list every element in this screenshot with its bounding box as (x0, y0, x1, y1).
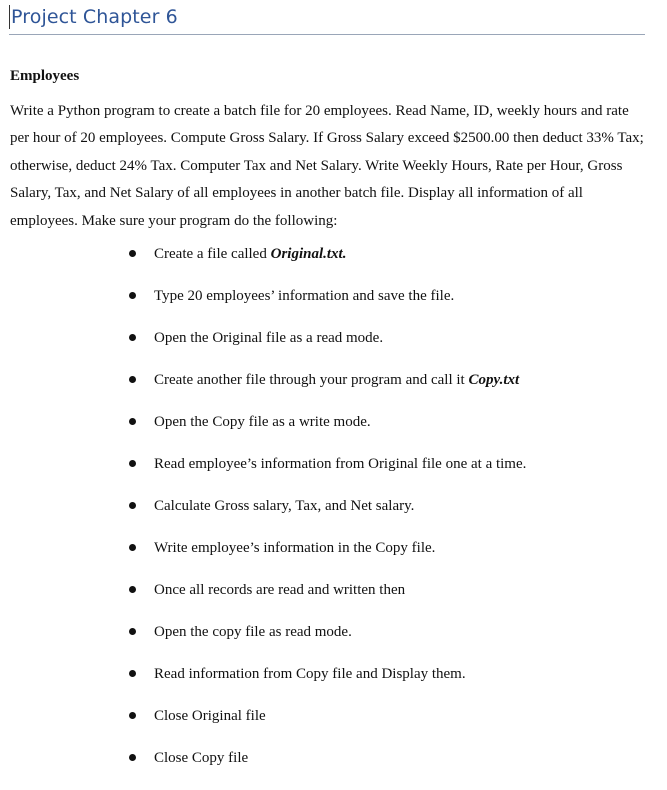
bullet-icon (129, 460, 136, 467)
title-underline (9, 34, 645, 35)
bullet-icon (129, 292, 136, 299)
bullet-icon (129, 250, 136, 257)
list-item (0, 328, 667, 370)
list-item-text: Write employee’s information in the Copy file. (154, 540, 436, 556)
list-item-text: Close Copy file (154, 750, 249, 766)
bullet-icon (129, 544, 136, 551)
list-item (0, 580, 667, 622)
filename-emphasis: Copy.txt (468, 372, 520, 388)
list-item (0, 706, 667, 748)
document-title[interactable]: Project Chapter 6 (11, 6, 178, 28)
list-item (0, 622, 667, 664)
bullet-icon (129, 376, 136, 383)
list-item-text: Open the copy file as read mode. (154, 624, 352, 640)
list-item-text: Read information from Copy file and Display them. (154, 666, 466, 682)
list-item (0, 664, 667, 706)
list-item (0, 454, 667, 496)
title-container (9, 3, 178, 31)
section-heading: Employees (10, 68, 80, 84)
list-item (0, 538, 667, 580)
list-item (0, 286, 667, 328)
list-item-text: Open the Original file as a read mode. (154, 330, 384, 346)
list-item-label: Create another file through your program and call it (154, 372, 469, 388)
list-item-text (154, 244, 346, 264)
list-item-text: Once all records are read and written then (154, 582, 406, 598)
bullet-icon (129, 712, 136, 719)
filename-emphasis: Original.txt. (270, 246, 347, 262)
bullet-icon (129, 502, 136, 509)
list-item-label: Create a file called (154, 246, 271, 262)
bullet-icon (129, 670, 136, 677)
list-item (0, 370, 667, 412)
instructions-paragraph: Write a Python program to create a batch file for 20 employees. Read Name, ID, weekly hours and rate per hour of 20 employees. Compute Gross Salary. If Gross Salary exceed $2500.00 then deduct 33% Tax; otherwise, deduct 24% Tax. Computer Tax and Net Salary. Write Weekly Hours, Rate per Hour, Gross Salary, Tax, and Net Salary of all employees in another batch file. Display all information of all employees. Make sure your program do the following: (10, 103, 644, 229)
bullet-icon (129, 334, 136, 341)
list-item (0, 748, 667, 790)
list-item-text: Close Original file (154, 708, 266, 724)
list-item-text: Read employee’s information from Original file one at a time. (154, 456, 527, 472)
list-item-text: Open the Copy file as a write mode. (154, 414, 371, 430)
list-item-text: Type 20 employees’ information and save the file. (154, 288, 455, 304)
bullet-icon (129, 586, 136, 593)
list-item (0, 412, 667, 454)
list-item (0, 244, 667, 286)
list-item (0, 496, 667, 538)
list-item-text (154, 370, 519, 390)
bullet-icon (129, 754, 136, 761)
task-list (0, 244, 667, 790)
bullet-icon (129, 418, 136, 425)
list-item-text: Calculate Gross salary, Tax, and Net salary. (154, 498, 415, 514)
text-cursor (9, 5, 10, 29)
bullet-icon (129, 628, 136, 635)
